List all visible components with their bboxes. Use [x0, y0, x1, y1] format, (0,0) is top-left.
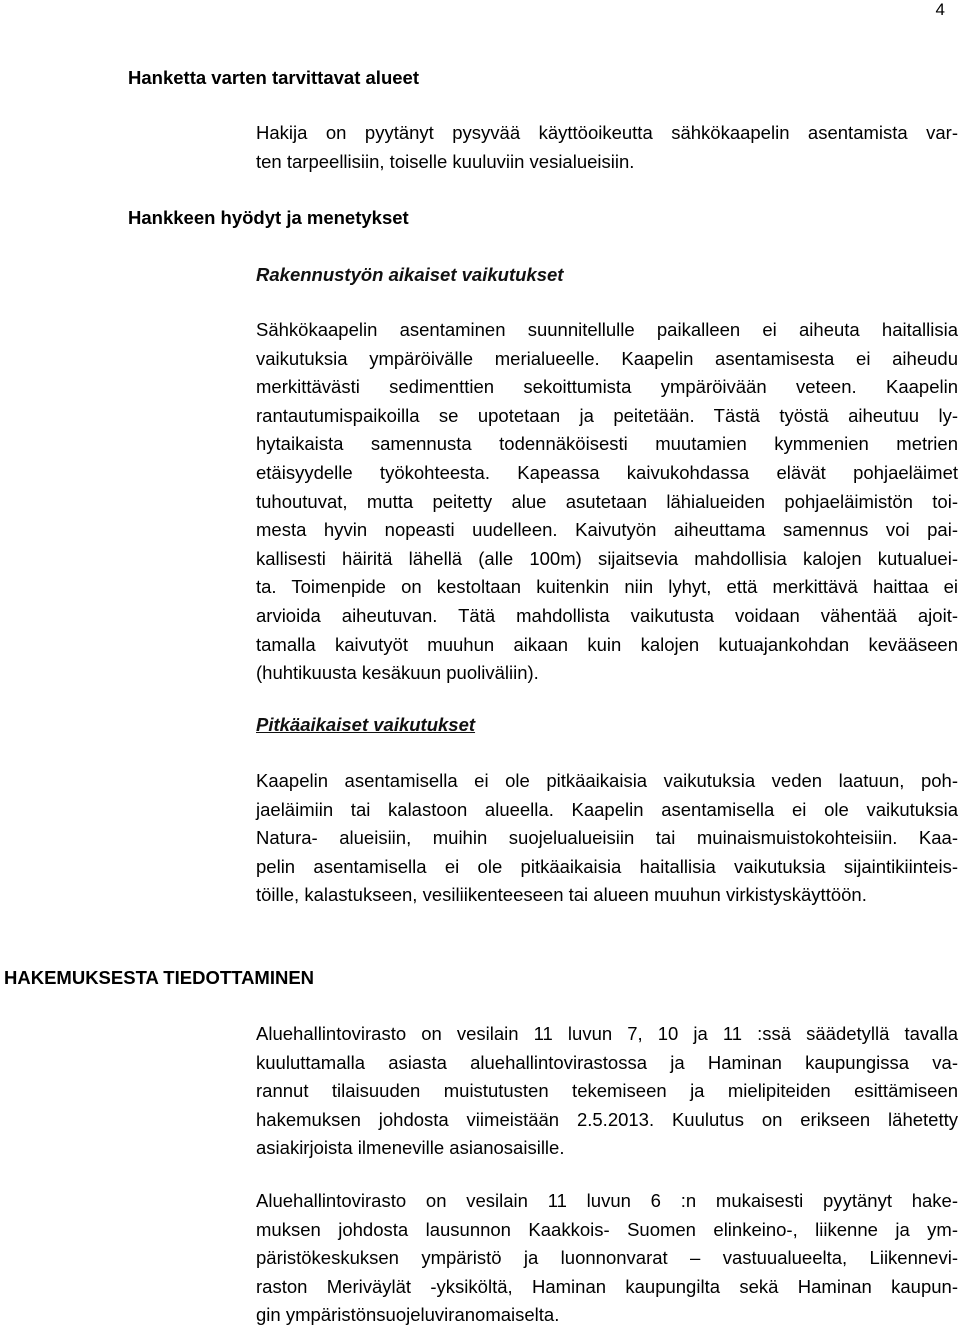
text-line: ta. Toimenpide on kestoltaan kuitenkin niin lyhyt, että merkittävä haittaa ei — [256, 576, 958, 598]
text-line: tamalla kaivutyöt muuhun aikaan kuin kalojen kutuajankohdan kevääseen — [256, 633, 958, 655]
text-line: Hakija on pyytänyt pysyvää käyttöoikeutta sähkökaapelin asentamista var- — [256, 122, 958, 143]
text-line: Natura- alueisiin, muihin suojelualueisiin tai muinaismuistokohteisiin. Kaa- — [256, 827, 958, 849]
text-line: päristökeskuksen ympäristö ja luonnonvarat – vastuualueelta, Liikennevi- — [256, 1247, 958, 1269]
text-line: hakemuksen johdosta viimeistään 2.5.2013. Kuulutus on erikseen lähetetty — [256, 1108, 958, 1130]
subheading-pitka: Pitkäaikaiset vaikutukset — [256, 714, 476, 735]
paragraph-alueet — [256, 119, 958, 176]
paragraph-rakennus — [256, 316, 958, 688]
text-line: muksen johdosta lausunnon Kaakkois- Suomen elinkeino-, liikenne ja ym- — [256, 1218, 958, 1240]
section-heading-hyodyt: Hankkeen hyödyt ja menetykset — [128, 207, 409, 228]
text-line: jaeläimiin tai kalastoon alueella. Kaapelin asentamisella ei ole vaikutuksia — [256, 798, 958, 820]
paragraph-tiedottaminen-2 — [256, 1187, 958, 1330]
paragraph-pitka — [256, 767, 958, 910]
text-line: kuuluttamalla asiasta aluehallintovirastossa ja Haminan kaupungissa va- — [256, 1051, 958, 1073]
text-line: asiakirjoista ilmeneville asianosaisille. — [256, 1137, 565, 1159]
text-line: töille, kalastukseen, vesiliikenteeseen tai alueen muuhun virkistyskäyttöön. — [256, 884, 867, 906]
text-line: Sähkökaapelin asentaminen suunnitellulle paikalleen ei aiheuta haitallisia — [256, 319, 958, 340]
subheading-rakennus: Rakennustyön aikaiset vaikutukset — [256, 264, 564, 285]
paragraph-tiedottaminen-1 — [256, 1020, 958, 1163]
text-line: Kaapelin asentamisella ei ole pitkäaikaisia vaikutuksia veden laatuun, poh- — [256, 770, 958, 791]
text-line: raston Meriväylät -yksiköltä, Haminan kaupungilta sekä Haminan kaupun- — [256, 1275, 958, 1297]
section-heading-alueet: Hanketta varten tarvittavat alueet — [128, 67, 419, 88]
text-line: rantautumispaikoilla se upotetaan ja peitetään. Tästä työstä aiheutuu ly- — [256, 404, 958, 426]
text-line: (huhtikuusta kesäkuun puoliväliin). — [256, 662, 539, 684]
text-line: Aluehallintovirasto on vesilain 11 luvun 7, 10 ja 11 :ssä säädetyllä tavalla — [256, 1023, 958, 1044]
text-line: etäisyydelle työkohteesta. Kapeassa kaivukohdassa elävät pohjaeläimet — [256, 461, 958, 483]
text-line: rannut tilaisuuden muistutusten tekemiseen ja mielipiteiden esittämiseen — [256, 1080, 958, 1102]
page-number: 4 — [935, 0, 945, 19]
text-line: arvioida aiheutuvan. Tätä mahdollista vaikutusta voidaan vähentää ajoit- — [256, 604, 958, 626]
text-line: vaikutuksia ympäröivälle merialueelle. Kaapelin asentamisesta ei aiheudu — [256, 347, 958, 369]
text-line: kallisesti häiritä lähellä (alle 100m) sijaitsevia mahdollisia kalojen kutualuei- — [256, 547, 958, 569]
text-line: gin ympäristönsuojeluviranomaiselta. — [256, 1304, 560, 1326]
text-line: hytaikaista samennusta todennäköisesti muutamien kymmenien metrien — [256, 433, 958, 455]
text-line: merkittävästi sedimenttien sekoittumista ympäröivään veteen. Kaapelin — [256, 376, 958, 398]
text-line: mesta hyvin nopeasti uudelleen. Kaivutyön aiheuttama samennus voi pai- — [256, 519, 958, 541]
text-line: Aluehallintovirasto on vesilain 11 luvun 6 :n mukaisesti pyytänyt hake- — [256, 1190, 958, 1211]
section-heading-tiedottaminen: HAKEMUKSESTA TIEDOTTAMINEN — [4, 967, 315, 988]
text-line: ten tarpeellisiin, toiselle kuuluviin vesialueisiin. — [256, 150, 635, 172]
text-line: tuhoutuvat, mutta peitetty alue asutetaan lähialueiden pohjaeläimistön toi- — [256, 490, 958, 512]
text-line: pelin asentamisella ei ole pitkäaikaisia haitallisia vaikutuksia sijaintikiinteis- — [256, 855, 958, 877]
